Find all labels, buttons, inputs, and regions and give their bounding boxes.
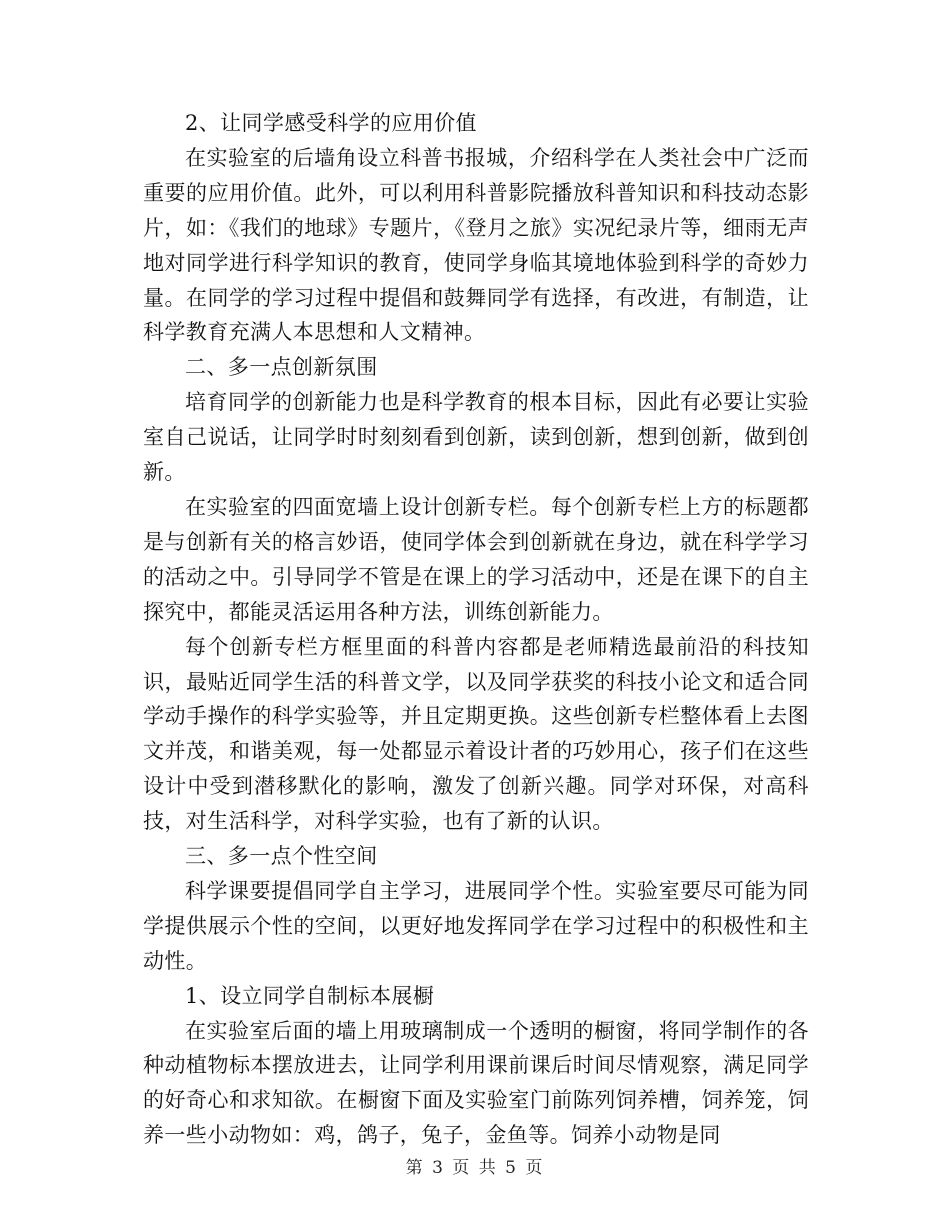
document-body: [143, 106, 809, 1153]
section-heading-personality-space: 三、多一点个性空间: [185, 844, 378, 869]
section-heading-innovation-atmosphere: 二、多一点创新氛围: [185, 355, 378, 380]
section-heading-specimen-cabinet: 1、设立同学自制标本展橱: [185, 983, 435, 1008]
page-number-footer: 第 3 页 共 5 页: [405, 1158, 545, 1178]
paragraph-innovation-columns: 在实验室的四面宽墙上设计创新专栏。每个创新专栏上方的标题都是与创新有关的格言妙语，使同学体会到创新就在身边，就在科学学习的活动之中。引导同学不管是在课上的学习活动中，还是在课下的自主探究中，都能灵活运用各种方法，训练创新能力。: [143, 494, 809, 624]
paragraph-specimen-cabinet: 在实验室后面的墙上用玻璃制成一个透明的橱窗，将同学制作的各种动植物标本摆放进去，让同学利用课前课后时间尽情观察，满足同学的好奇心和求知欲。在橱窗下面及实验室门前陈列饲养槽，饲养笼，饲养一些小动物如：鸡，鸽子，兔子，金鱼等。饲养小动物是同: [143, 1018, 809, 1148]
paragraph-science-bookstand: 在实验室的后墙角设立科普书报城，介绍科学在人类社会中广泛而重要的应用价值。此外，可以利用科普影院播放科普知识和科技动态影片，如：《我们的地球》专题片，《登月之旅》实况纪录片等，细雨无声地对同学进行科学知识的教育，使同学身临其境地体验到科学的奇妙力量。在同学的学习过程中提倡和鼓舞同学有选择，有改进，有制造，让科学教育充满人本思想和人文精神。: [143, 145, 809, 345]
paragraph-innovation-goal: 培育同学的创新能力也是科学教育的根本目标，因此有必要让实验室自己说话，让同学时时刻刻看到创新，读到创新，想到创新，做到创新。: [143, 390, 809, 485]
paragraph-column-content: 每个创新专栏方框里面的科普内容都是老师精选最前沿的科技知识，最贴近同学生活的科普文学，以及同学获奖的科技小论文和适合同学动手操作的科学实验等，并且定期更换。这些创新专栏整体看上去图文并茂，和谐美观，每一处都显示着设计者的巧妙用心，孩子们在这些设计中受到潜移默化的影响，激发了创新兴趣。同学对环保，对高科技，对生活科学，对科学实验，也有了新的认识。: [143, 634, 809, 834]
paragraph-autonomous-learning: 科学课要提倡同学自主学习，进展同学个性。实验室要尽可能为同学提供展示个性的空间，以更好地发挥同学在学习过程中的积极性和主动性。: [143, 878, 809, 973]
section-heading-2-application-value: 2、让同学感受科学的应用价值: [185, 111, 477, 135]
